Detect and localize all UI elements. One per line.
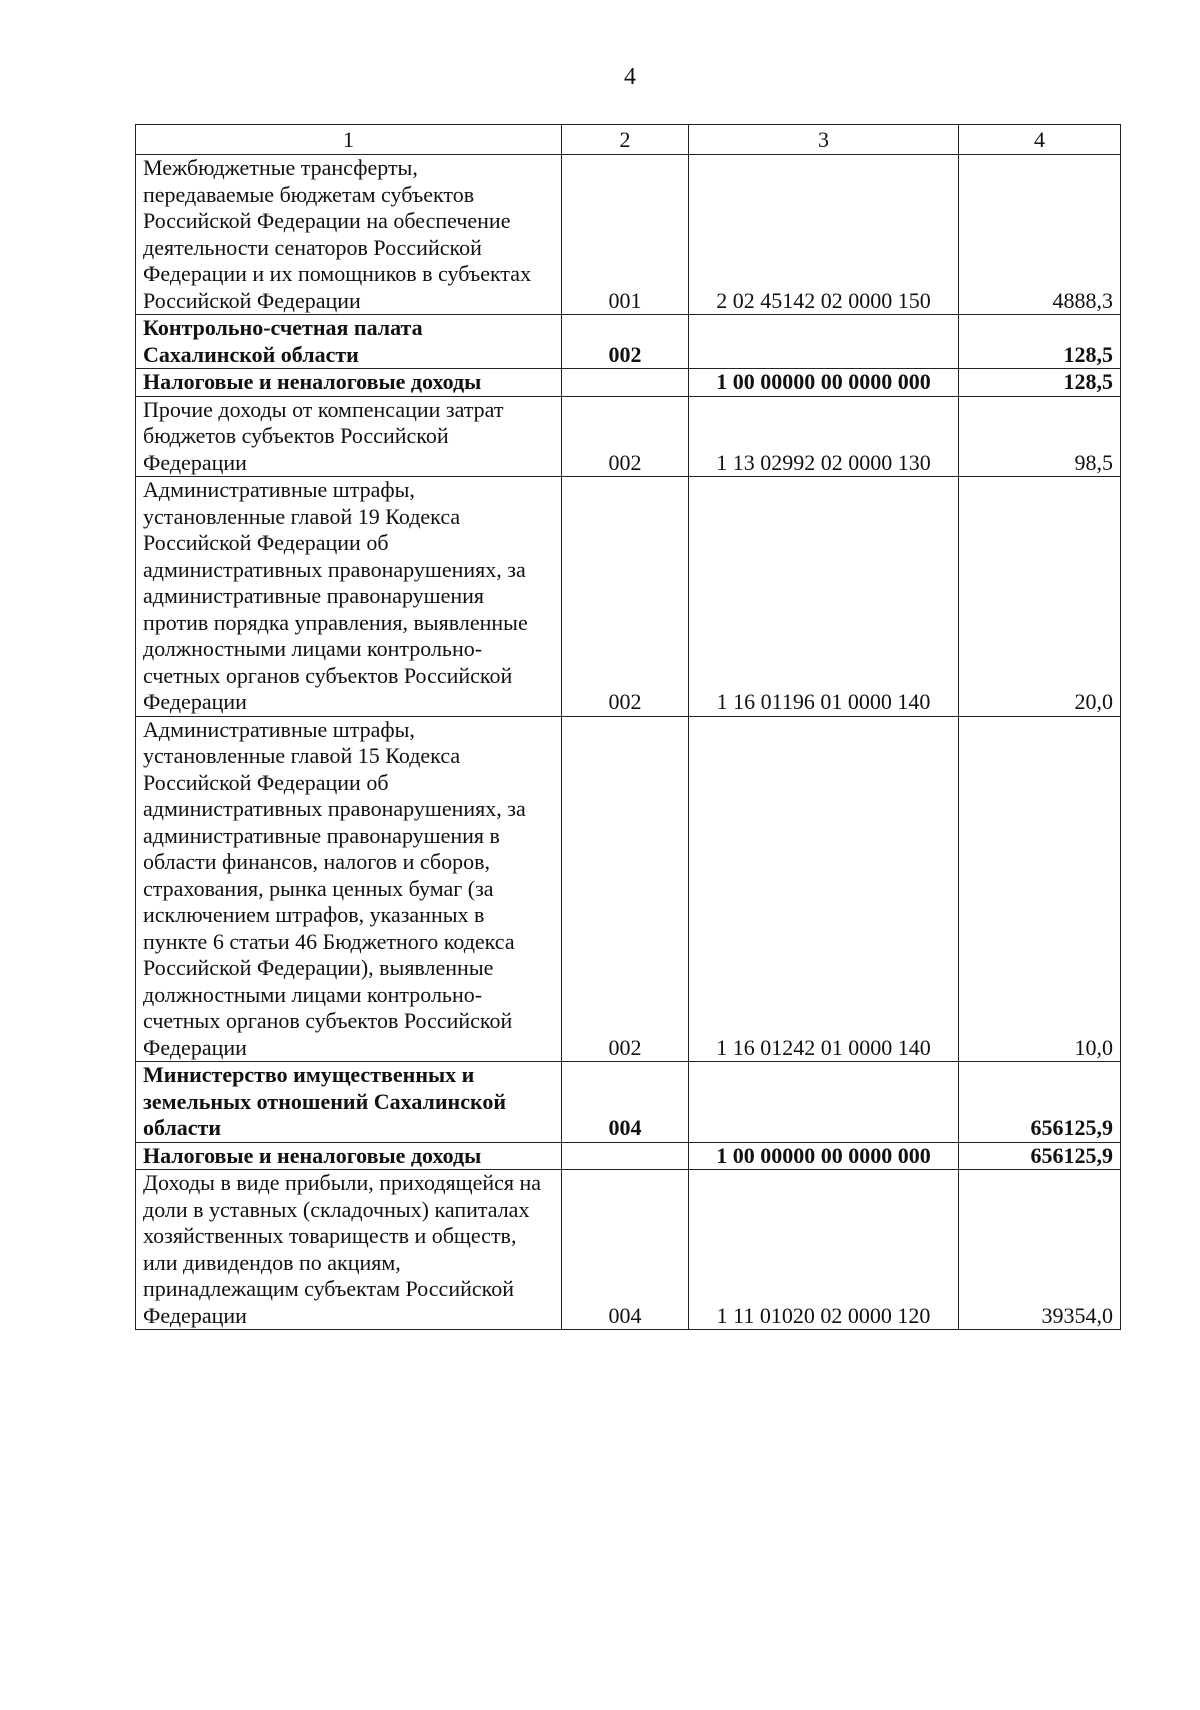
classification-code-cell: 1 00 00000 00 0000 000 xyxy=(689,1142,959,1170)
amount-cell: 656125,9 xyxy=(959,1142,1121,1170)
classification-code-cell: 2 02 45142 02 0000 150 xyxy=(689,155,959,315)
admin-code-cell: 002 xyxy=(562,477,689,717)
table-row xyxy=(136,396,1121,477)
revenue-name-cell: Контрольно-счетная палата Сахалинской области xyxy=(136,315,562,369)
admin-code-cell: 002 xyxy=(562,716,689,1062)
column-header: 1 xyxy=(136,125,562,155)
revenue-name-cell: Налоговые и неналоговые доходы xyxy=(136,369,562,397)
admin-code-cell xyxy=(562,1142,689,1170)
revenue-name-cell: Административные штрафы, установленные главой 19 Кодекса Российской Федерации об административных правонарушениях, за административные правонарушения против порядка управления, выявленные должностными лицами контрольно-счетных органов субъектов Российской Федерации xyxy=(136,477,562,717)
classification-code-cell: 1 11 01020 02 0000 120 xyxy=(689,1170,959,1330)
revenue-name-cell: Административные штрафы, установленные главой 15 Кодекса Российской Федерации об административных правонарушениях, за административные правонарушения в области финансов, налогов и сборов, страхования, рынка ценных бумаг (за исключением штрафов, указанных в пункте 6 статьи 46 Бюджетного кодекса Российской Федерации), выявленные должностными лицами контрольно-счетных органов субъектов Российской Федерации xyxy=(136,716,562,1062)
classification-code-cell: 1 00 00000 00 0000 000 xyxy=(689,369,959,397)
admin-code-cell: 001 xyxy=(562,155,689,315)
amount-cell: 128,5 xyxy=(959,315,1121,369)
column-header: 2 xyxy=(562,125,689,155)
classification-code-cell: 1 13 02992 02 0000 130 xyxy=(689,396,959,477)
table-row xyxy=(136,477,1121,717)
table-header-row xyxy=(136,125,1121,155)
amount-cell: 98,5 xyxy=(959,396,1121,477)
column-header: 3 xyxy=(689,125,959,155)
table-row xyxy=(136,369,1121,397)
table-row xyxy=(136,716,1121,1062)
classification-code-cell xyxy=(689,1062,959,1143)
amount-cell: 20,0 xyxy=(959,477,1121,717)
table-row xyxy=(136,1170,1121,1330)
revenue-name-cell: Прочие доходы от компенсации затрат бюджетов субъектов Российской Федерации xyxy=(136,396,562,477)
admin-code-cell: 002 xyxy=(562,396,689,477)
amount-cell: 4888,3 xyxy=(959,155,1121,315)
table-row xyxy=(136,1062,1121,1143)
revenue-name-cell: Налоговые и неналоговые доходы xyxy=(136,1142,562,1170)
admin-code-cell: 002 xyxy=(562,315,689,369)
revenue-name-cell: Министерство имущественных и земельных отношений Сахалинской области xyxy=(136,1062,562,1143)
classification-code-cell: 1 16 01242 01 0000 140 xyxy=(689,716,959,1062)
page-number: 4 xyxy=(624,64,636,90)
classification-code-cell xyxy=(689,315,959,369)
amount-cell: 39354,0 xyxy=(959,1170,1121,1330)
amount-cell: 128,5 xyxy=(959,369,1121,397)
revenue-table xyxy=(135,124,1121,1330)
admin-code-cell xyxy=(562,369,689,397)
column-header: 4 xyxy=(959,125,1121,155)
revenue-name-cell: Межбюджетные трансферты, передаваемые бюджетам субъектов Российской Федерации на обеспечение деятельности сенаторов Российской Федерации и их помощников в субъектах Российской Федерации xyxy=(136,155,562,315)
table-row xyxy=(136,155,1121,315)
classification-code-cell: 1 16 01196 01 0000 140 xyxy=(689,477,959,717)
table-row xyxy=(136,1142,1121,1170)
admin-code-cell: 004 xyxy=(562,1170,689,1330)
admin-code-cell: 004 xyxy=(562,1062,689,1143)
table-row xyxy=(136,315,1121,369)
revenue-name-cell: Доходы в виде прибыли, приходящейся на доли в уставных (складочных) капиталах хозяйственных товариществ и обществ, или дивидендов по акциям, принадлежащим субъектам Российской Федерации xyxy=(136,1170,562,1330)
amount-cell: 656125,9 xyxy=(959,1062,1121,1143)
amount-cell: 10,0 xyxy=(959,716,1121,1062)
